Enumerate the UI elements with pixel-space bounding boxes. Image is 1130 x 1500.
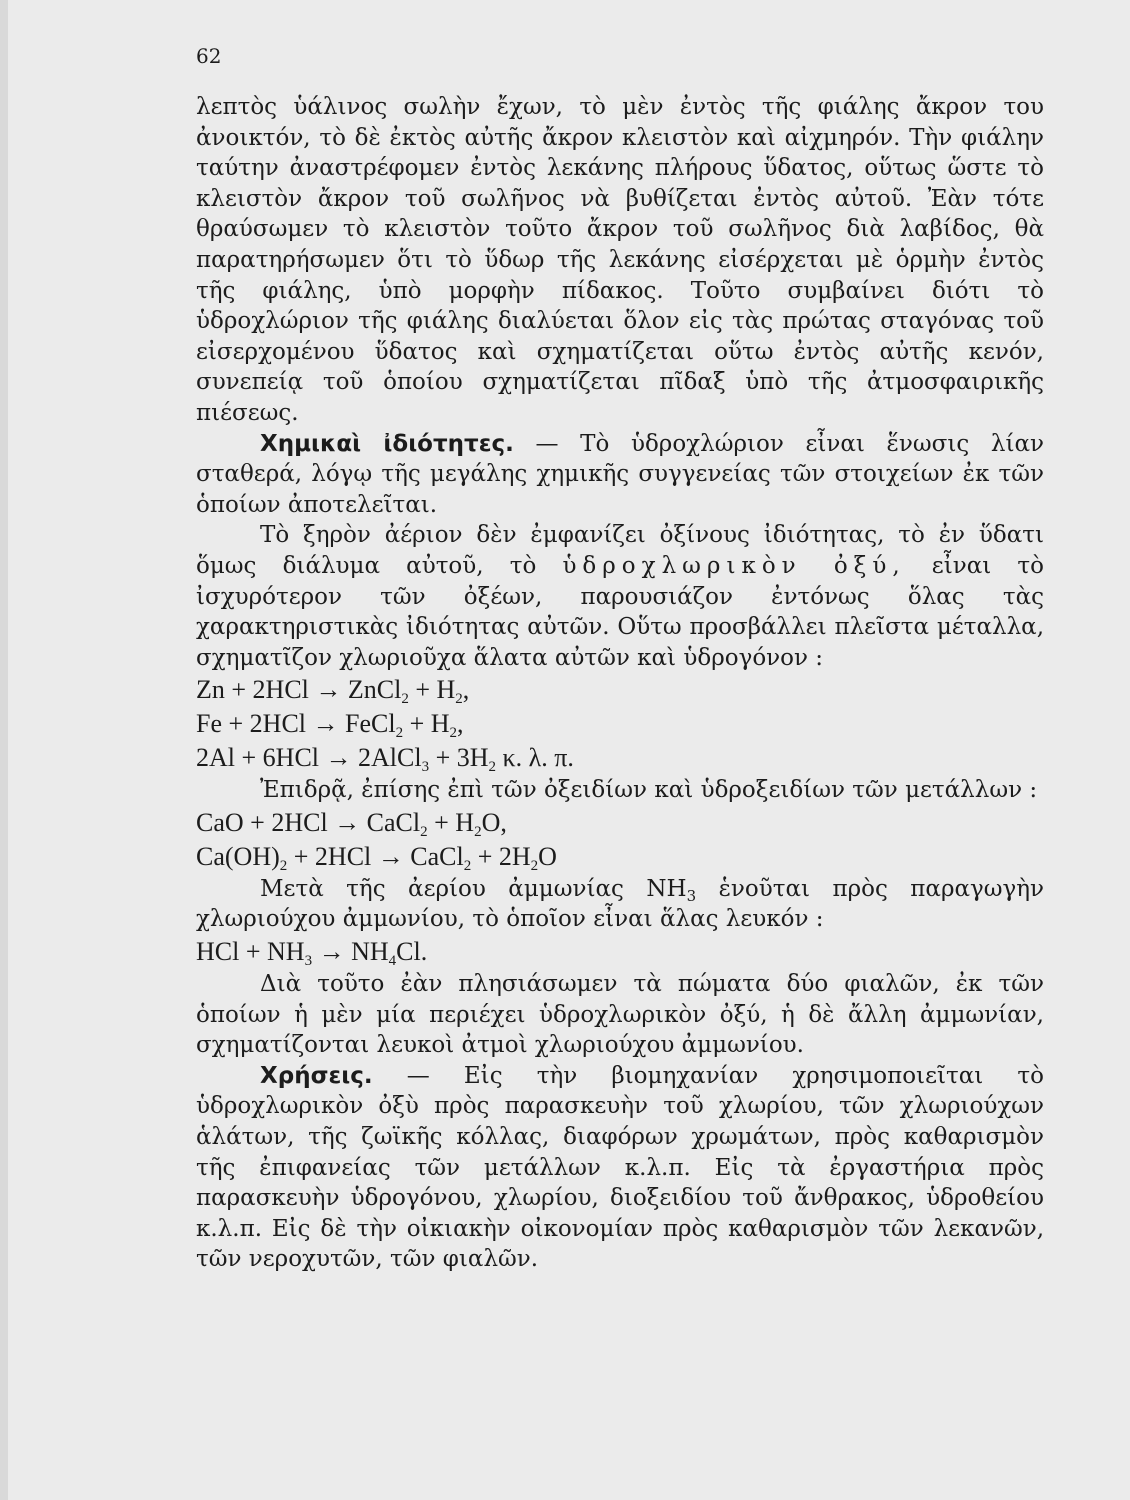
equation-part: + 2HCl → CaCl: [287, 841, 464, 871]
equation-subscript: 2: [420, 823, 428, 840]
equation-part: Ca(OH): [196, 841, 280, 871]
equation-part: Fe + 2HCl → FeCl: [196, 709, 396, 739]
hydrochloric-acid-text-before: Τὸ ξηρὸν ἀέριον δὲν ἐμφανίζει ὀξίνους ἰδιότητας, τὸ ἐν ὕδατι ὅμως διάλυμα αὐτοῦ, τὸ: [196, 522, 1044, 579]
equation-subscript: 2: [474, 823, 482, 840]
equation-subscript: 2: [395, 725, 404, 742]
paragraph-fountain-experiment: λεπτὸς ὑάλινος σωλὴν ἔχων, τὸ μὲν ἐντὸς τῆς φιάλης ἄκρον του ἀνοικτόν, τὸ δὲ ἐκτὸς αὐτῆς ἄκρον κλειστὸν καὶ αἰχμηρόν. Τὴν φιάλην ταύτην ἀναστρέφομεν ἐντὸς λεκάνης πλήρους ὕδατος, οὕτως ὥστε τὸ κλειστὸν ἄκρον τοῦ σωλῆνος νὰ βυθίζεται ἐντὸς αὐτοῦ. Ἐὰν τότε θραύσωμεν τὸ κλειστὸν τοῦτο ἄκρον τοῦ σωλῆνος διὰ λαβίδος, θὰ παρατηρήσωμεν ὅτι τὸ ὕδωρ τῆς λεκάνης εἰσέρχεται μὲ ὁρμὴν ἐντὸς τῆς φιάλης, ὑπὸ μορφὴν πίδακος. Τοῦτο συμβαίνει διότι τὸ ὑδροχλώριον τῆς φιάλης διαλύεται ὅλον εἰς τὰς πρώτας σταγόνας τοῦ εἰσερχομένου ὕδατος καὶ σχηματίζεται οὕτω ἐντὸς αὐτῆς κενόν, συνεπείᾳ τοῦ ὁποίου σχηματίζεται πῖδαξ ὑπὸ τῆς ἀτμοσφαιρικῆς πιέσεως.: [196, 94, 1044, 426]
equation-part: → NH: [312, 937, 389, 967]
ammonia-subscript: 3: [686, 886, 697, 905]
equation-part: + 3H: [429, 743, 489, 773]
heading-chemical-properties: Χημικαὶ ἰδιότητες.: [260, 430, 514, 457]
equation-part: ,: [457, 709, 464, 739]
equation-part: CaO + 2HCl → CaCl: [196, 807, 421, 837]
ammonia-text-after: ἑνοῦται πρὸς παραγωγὴν χλωριούχου ἀμμωνίου, τὸ ὁποῖον εἶναι ἅλας λευκόν :: [196, 875, 1045, 933]
page-edge-shadow: [0, 0, 8, 1500]
equation-subscript: 3: [421, 759, 430, 776]
hydrochloric-acid-text-after: εἶναι τὸ ἰσχυρότερον τῶν ὀξέων, παρουσιάζον ἐντόνως ὅλας τὰς χαρακτηριστικὰς ἰδιότητας αὐτῶν. Οὕτω προσβάλλει πλεῖστα μέταλλα, σχηματῖζον χλωριοῦχα ἅλατα αὐτῶν καὶ ὑδρογόνον :: [196, 552, 1044, 671]
paragraph-hydrochloric-acid: [196, 520, 1044, 673]
equation-part: κ. λ. π.: [496, 743, 574, 773]
equation-subscript: 3: [304, 953, 313, 970]
equation-calcium-hydroxide: [196, 840, 1044, 874]
equation-subscript: 2: [530, 857, 539, 874]
page-number: 62: [196, 44, 222, 68]
equation-ammonium-chloride: [196, 935, 1044, 969]
equation-subscript: 2: [401, 691, 409, 708]
equation-part: + H: [403, 709, 450, 739]
equation-zinc: [196, 673, 1044, 707]
equation-subscript: 2: [488, 759, 497, 776]
body-text: [196, 92, 1044, 1275]
equation-part: Zn + 2HCl → ZnCl: [196, 675, 402, 705]
hydrochloric-acid-term: ὑδροχλωρικὸν ὀξύ,: [562, 552, 906, 579]
equation-part: O: [538, 841, 557, 871]
chemical-properties-text: — Τὸ ὑδροχλώριον εἶναι ἕνωσις λίαν σταθερά, λόγῳ τῆς μεγάλης χημικῆς συγγενείας τῶν στοιχείων ἐκ τῶν ὁποίων ἀποτελεῖται.: [196, 430, 1044, 518]
equation-subscript: 2: [455, 691, 463, 708]
equation-aluminium: [196, 741, 1044, 775]
ammonia-text-before: Μετὰ τῆς ἀερίου ἀμμωνίας NH: [260, 875, 687, 902]
uses-text: — Εἰς τὴν βιομηχανίαν χρησιμοποιεῖται τὸ ὑδροχλωρικὸν ὀξὺ πρὸς παρασκευὴν τοῦ χλωρίου, τῶν χλωριούχων ἁλάτων, τῆς ζωϊκῆς κόλλας, διαφόρων χρωμάτων, πρὸς καθαρισμὸν τῆς ἐπιφανείας τῶν μετάλλων κ.λ.π. Εἰς τὰ ἐργαστήρια πρὸς παρασκευὴν ὑδρογόνου, χλωρίου, διοξειδίου τοῦ ἄνθρακος, ὑδροθείου κ.λ.π. Εἰς δὲ τὴν οἰκιακὴν οἰκονομίαν πρὸς καθαρισμὸν τῶν λεκανῶν, τῶν νεροχυτῶν, τῶν φιαλῶν.: [196, 1062, 1044, 1273]
equation-part: + 2H: [471, 841, 531, 871]
paragraph-white-fumes: Διὰ τοῦτο ἐὰν πλησιάσωμεν τὰ πώματα δύο φιαλῶν, ἐκ τῶν ὁποίων ἡ μὲν μία περιέχει ὑδροχλωρικὸν ὀξύ, ἡ δὲ ἄλλη ἀμμωνίαν, σχηματίζονται λευκοὶ ἀτμοὶ χλωριούχου ἀμμωνίου.: [196, 971, 1044, 1059]
equation-subscript: 4: [388, 953, 397, 970]
equation-iron: [196, 707, 1044, 741]
equation-part: + H: [408, 675, 456, 705]
equation-part: + H: [427, 807, 475, 837]
paragraph-oxides: Ἐπιδρᾷ, ἐπίσης ἐπὶ τῶν ὀξειδίων καὶ ὑδροξειδίων τῶν μετάλλων :: [260, 777, 1038, 804]
equation-subscript: 2: [463, 857, 472, 874]
heading-uses: Χρήσεις.: [260, 1062, 373, 1089]
equation-part: HCl + NH: [196, 937, 305, 967]
paragraph-ammonia: [196, 874, 1044, 935]
paragraph-chemical-properties: [196, 429, 1044, 521]
equation-part: O,: [481, 807, 507, 837]
equation-part: Cl.: [396, 937, 428, 967]
paragraph-uses: [196, 1061, 1044, 1275]
equation-subscript: 2: [449, 725, 458, 742]
equation-part: ,: [462, 675, 470, 705]
equation-subscript: 2: [279, 857, 288, 874]
equation-calcium-oxide: [196, 806, 1044, 840]
equation-part: 2Al + 6HCl → 2AlCl: [196, 743, 422, 773]
